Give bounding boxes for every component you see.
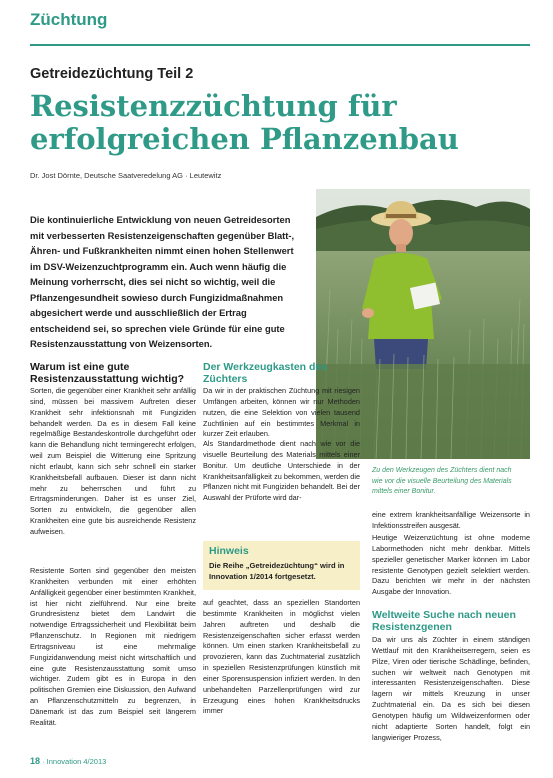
- page-number: 18: [30, 756, 41, 766]
- col1-paragraph-1: Sorten, die gegenüber einer Krankheit sehr anfällig sind, müssen bei massivem Auftreten dieser Krankheit sehr infektionsnah mit Fungiziden behandelt werden. Da es in diesem Fall keine regelmäßige Bestandeskontrolle durchgeführt oder kann die Behandlung nicht termingerecht erfolgen, weil zum Beispiel die Witterung eine Spritzung nicht erlaubt, kann sich sehr schnell ein starker Krankheitsbefall aufbauen. Dieser ist dann nicht mehr zu beherrschen und führt zu Ertragsminderungen. Daher ist es unser Ziel, Sorten zu entwickeln, die gegenüber allen Krankheiten eine gute bis ausreichende Resistenz aufweisen.: [30, 386, 196, 536]
- section-rule: [30, 44, 530, 46]
- author-line: Dr. Jost Dörnte, Deutsche Saatveredelung AG · Leutewitz: [30, 171, 222, 180]
- heading-worldwide-search: Weltweite Suche nach neuen Resistenzgenen: [372, 609, 516, 633]
- article-title: Resistenzzüchtung für erfolgreichen Pflanzenbau: [30, 89, 459, 156]
- col2-paragraph-1: Da wir in der praktischen Züchtung mit riesigen Umfängen arbeiten, können wir nur Methoden nutzen, die eine Selektion von vielen tausend Zuchtlinien auf ein bestimmtes Merkmal in kurzer Zeit erlauben.: [203, 386, 360, 439]
- notice-title: Hinweis: [209, 545, 249, 557]
- photo-caption: Zu den Werkzeugen des Züchters dient nach wie vor die visuelle Beurteilung des Materials mittels einer Bonitur.: [372, 467, 512, 495]
- heading-why-resistance: Warum ist eine gute Resistenzausstattung wichtig?: [30, 361, 185, 385]
- notice-box: [203, 541, 360, 590]
- notice-text: Die Reihe „Getreidezüchtung“ wird in Innovation 1/2014 fortgesetzt.: [209, 561, 345, 581]
- col3-paragraph-3: Da wir uns als Züchter in einem ständigen Wettlauf mit den Krankheitserregern, seien es Pilze, Viren oder tierische Schädlinge, befinden, suchen wir weltweit nach Genotypen mit interessanten Resistenzeigenschaften. Diese lagern wir mittels Kreuzung in unser Zuchtmaterial ein. Da es sich bei diesen Genotypen häufig um Wildweizenformen oder nicht adaptierte Sorten handelt, folgt ein langwieriger Prozess,: [372, 635, 530, 742]
- section-label: Züchtung: [30, 10, 108, 29]
- issue-label: · Innovation 4/2013: [40, 757, 107, 766]
- page-footer: [30, 756, 106, 766]
- col3-paragraph-2: Heutige Weizenzüchtung ist ohne moderne Labormethoden nicht mehr denkbar. Mittels spezieller genetischer Marker können im Labor resistente Genotypen gezielt selektiert werden. Dazu berichten wir mehr in der nächsten Ausgabe der Innovation.: [372, 533, 530, 597]
- col3-paragraph-1: eine extrem krankheitsanfällige Weizensorte in Infektionsstreifen ausgesät.: [372, 510, 530, 530]
- lead-paragraph: Die kontinuierliche Entwicklung von neuen Getreidesorten mit verbesserten Resistenzeigenschaften gegenüber Blatt-, Ähren- und Fußkrankheiten nimmt einen hohen Stellenwert im DSV-Weizenzuchtprogramm ein. Auch wenn häufig die Meinung vorherrscht, dies sei nicht so wichtig, weil die Pflanzengesundheit sowieso durch Fungizidmaßnahmen abgesichert werde und ausschließlich der Ertrag entscheidend sei, so sprechen viele Gründe für eine gute Resistenzausstattung von Weizensorten.: [30, 214, 295, 349]
- col2-paragraph-2: Als Standardmethode dient nach wie vor die visuelle Beurteilung des Materials mittels einer Bonitur. Um deutliche Unterschiede in der Krankheitsanfälligkeit zu bekommen, werden die Pflanzen nicht mit Fungiziden behandelt. Bei der Auswahl der Prüforte wird dar-: [203, 439, 360, 503]
- col1-paragraph-2: Resistente Sorten sind gegenüber den meisten Krankheiten verbunden mit einer erhöhten Anfälligkeit gegenüber einer bestimmten Krankheit, ist hier nicht zielführend. Nur eine breite Grundresistenz bietet dem Landwirt die notwendige Ertragssicherheit und Flexibilität beim Pflanzenschutz. In Regionen mit niedrigem Ertragsniveau ist eine mehrmalige Fungizidanwendung meist nicht wirtschaftlich und eine gute Resistenzausstattung somit umso wichtiger. Zudem gibt es in Europa in den politischen Gremien eine Diskussion, den Aufwand an Pflanzenschutzmitteln zu begrenzen, in Dänemark ist das zum Beispiel seit längerem Realität.: [30, 566, 196, 727]
- col2-paragraph-3: auf geachtet, dass an speziellen Standorten bestimmte Krankheiten in möglichst vielen Jahren auftreten und deshalb die Resistenzeigenschaften sicher erfasst werden können. Um einen starken Krankheitsbefall zu provozieren, kann das Zuchtmaterial zusätzlich in speziellen Resistenzprüfungen künstlich mit einer Sporensuspension infiziert werden. In den unbehandelten Parzellenprüfungen wird zur Erzeugung eines hohen Krankheitsdrucks immer: [203, 598, 360, 716]
- heading-breeder-toolbox: Der Werkzeugkasten des Züchters: [203, 361, 328, 385]
- kicker: Getreidezüchtung Teil 2: [30, 66, 194, 82]
